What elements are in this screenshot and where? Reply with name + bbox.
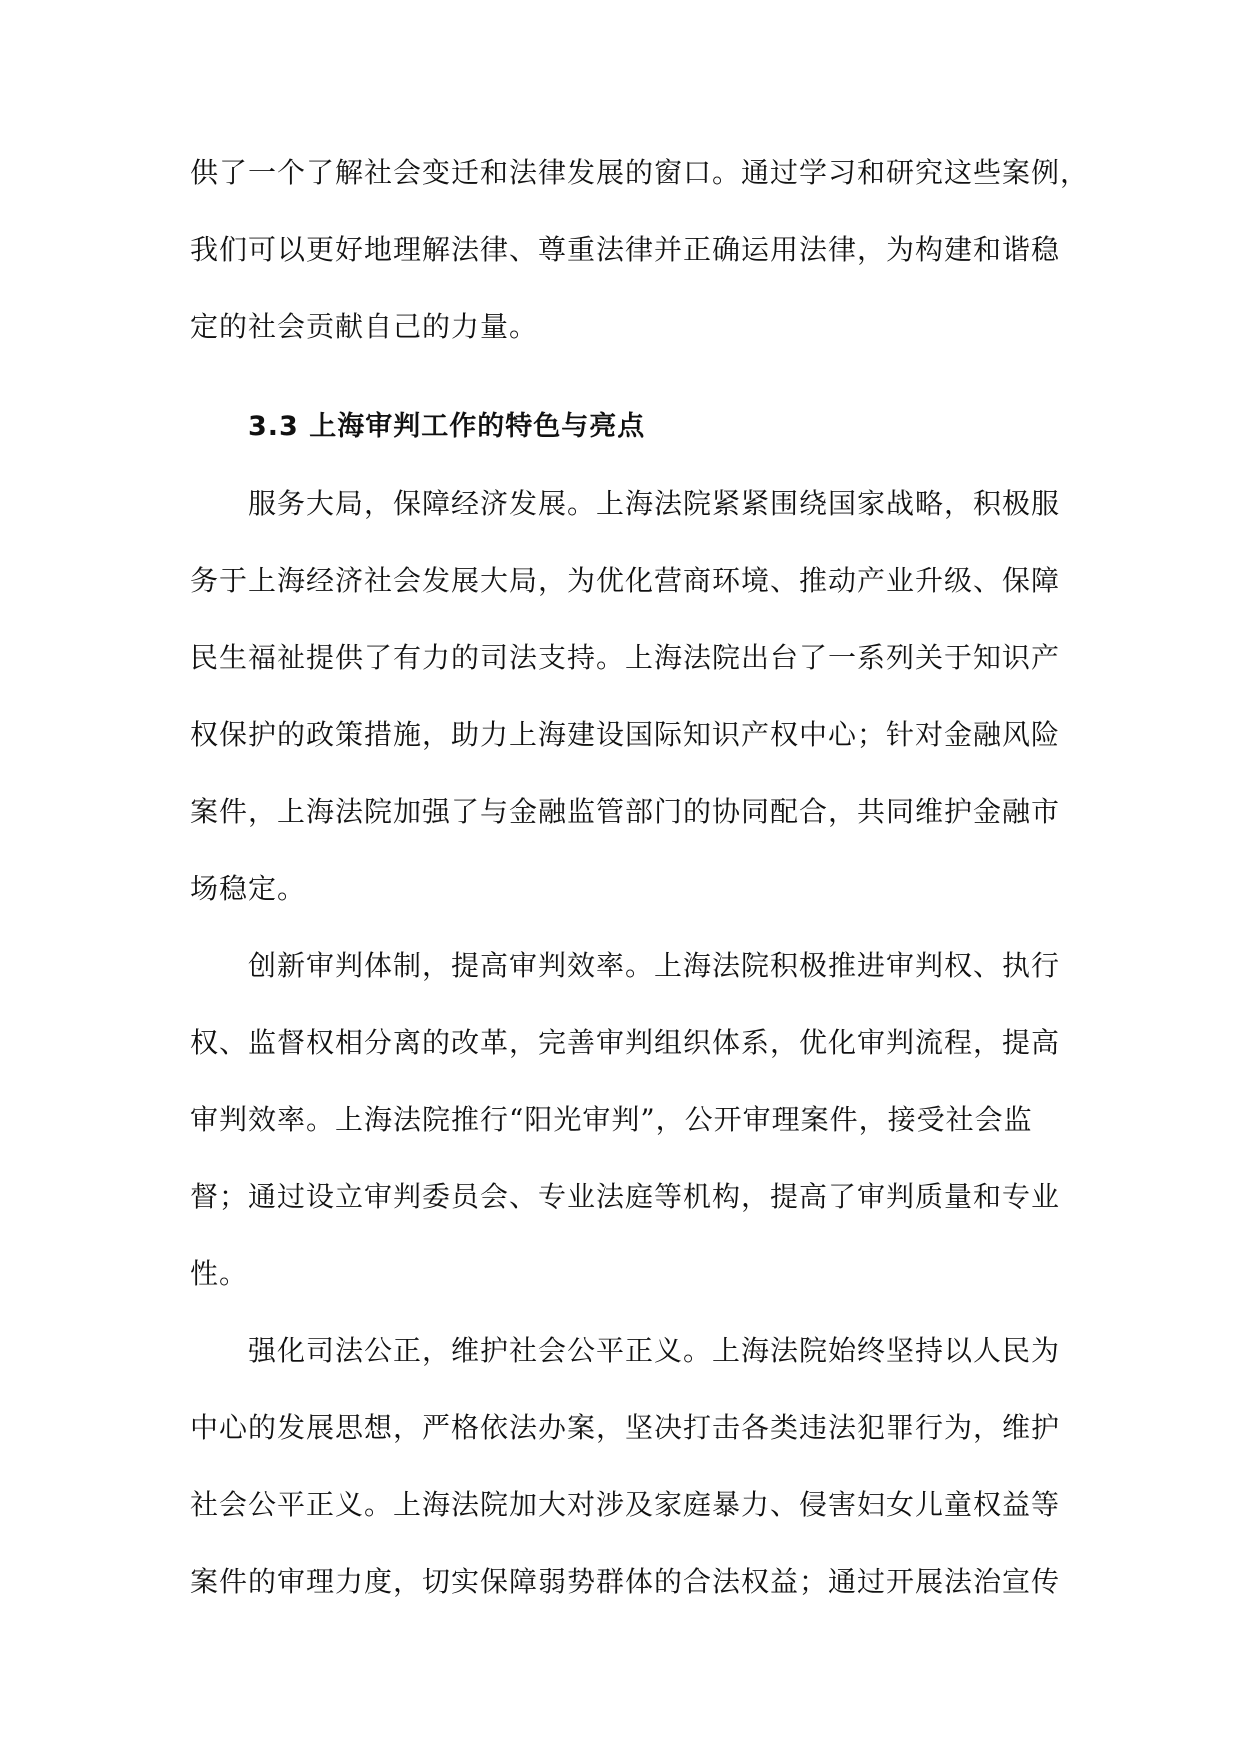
text-line: 我们可以更好地理解法律、尊重法律并正确运用法律，为构建和谐稳 <box>190 233 1061 266</box>
text-line: 案件的审理力度，切实保障弱势群体的合法权益；通过开展法治宣传 <box>190 1565 1061 1598</box>
text-line: 供了一个了解社会变迁和法律发展的窗口。通过学习和研究这些案例， <box>190 156 1090 189</box>
text-line: 社会公平正义。上海法院加大对涉及家庭暴力、侵害妇女儿童权益等 <box>190 1488 1061 1521</box>
text-line: 定的社会贡献自己的力量。 <box>190 310 539 343</box>
paragraph-3 <box>190 1312 1061 1620</box>
text-line: 服务大局，保障经济发展。上海法院紧紧围绕国家战略，积极服 <box>248 487 1061 520</box>
paragraph-2 <box>190 927 1061 1312</box>
text-line: 审判效率。上海法院推行“阳光审判”，公开审理案件，接受社会监 <box>190 1103 1033 1136</box>
text-line: 民生福祉提供了有力的司法支持。上海法院出台了一系列关于知识产 <box>190 641 1061 674</box>
spacer <box>190 365 1052 388</box>
text-line: 创新审判体制，提高审判效率。上海法院积极推进审判权、执行 <box>248 949 1061 982</box>
text-line: 性。 <box>190 1257 249 1290</box>
text-line: 场稳定。 <box>190 872 307 905</box>
section-heading: 3.3 上海审判工作的特色与亮点 <box>248 411 646 442</box>
paragraph-intro <box>190 134 1090 365</box>
text-line: 督；通过设立审判委员会、专业法庭等机构，提高了审判质量和专业 <box>190 1180 1061 1213</box>
text-line: 权保护的政策措施，助力上海建设国际知识产权中心；针对金融风险 <box>190 718 1061 751</box>
text-line: 中心的发展思想，严格依法办案，坚决打击各类违法犯罪行为，维护 <box>190 1411 1061 1444</box>
document-body <box>190 134 1090 1620</box>
text-line: 案件，上海法院加强了与金融监管部门的协同配合，共同维护金融市 <box>190 795 1061 828</box>
text-line: 权、监督权相分离的改革，完善审判组织体系，优化审判流程，提高 <box>190 1026 1061 1059</box>
paragraph-1 <box>190 465 1061 927</box>
text-line: 强化司法公正，维护社会公平正义。上海法院始终坚持以人民为 <box>248 1334 1061 1367</box>
text-line: 务于上海经济社会发展大局，为优化营商环境、推动产业升级、保障 <box>190 564 1061 597</box>
